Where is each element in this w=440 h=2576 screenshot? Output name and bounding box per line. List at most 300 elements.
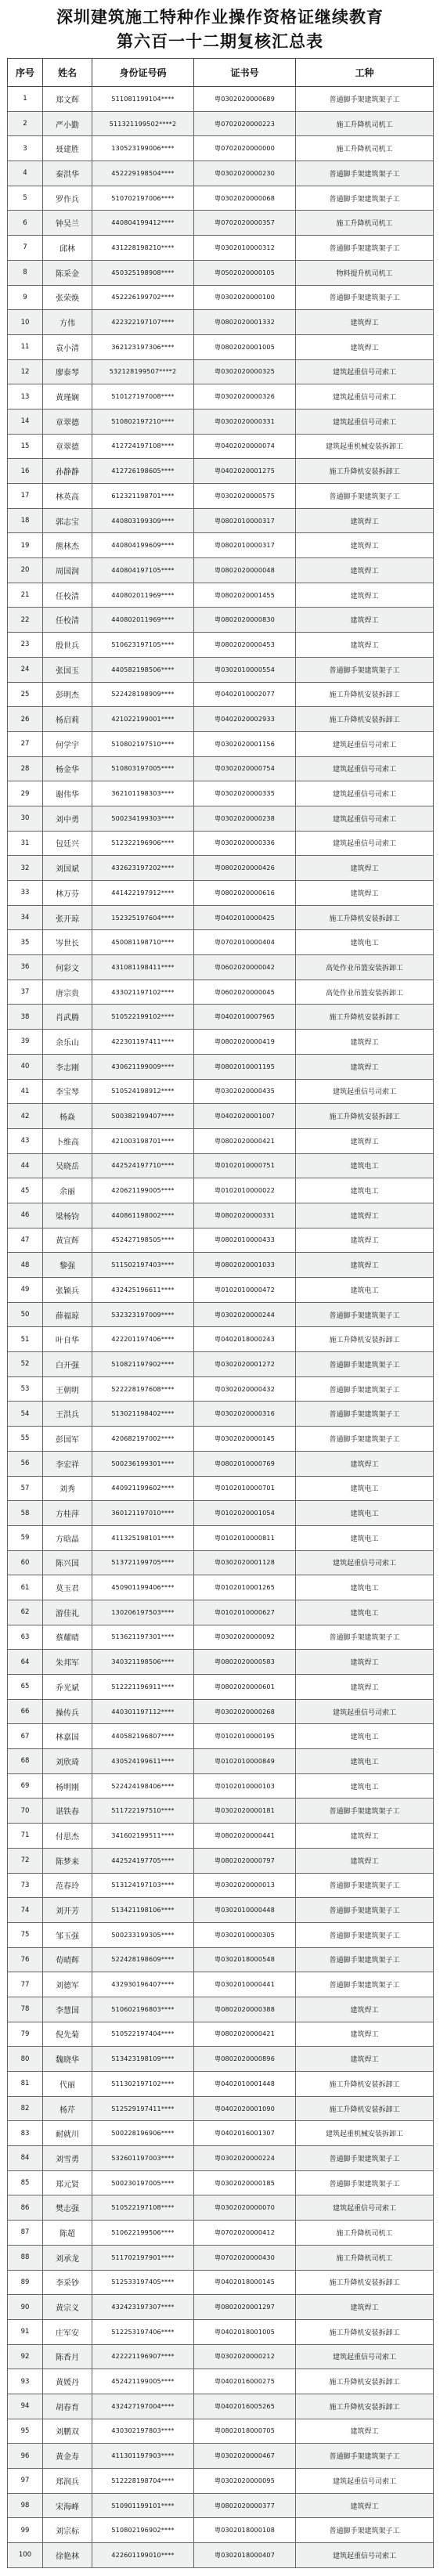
- cell-certificate-number: 粤0802020001005: [194, 334, 296, 359]
- cell-index: 16: [8, 459, 43, 484]
- table-row: [8, 211, 434, 236]
- cell-certificate-number: 粤0802020000388: [194, 1997, 296, 2022]
- table-row: [8, 2072, 434, 2097]
- cell-index: 31: [8, 831, 43, 856]
- cell-index: 53: [8, 1376, 43, 1402]
- cell-trade: 施工升降机安装拆卸工: [296, 707, 434, 732]
- table-row: [8, 2394, 434, 2419]
- cell-trade: 建筑焊工: [296, 2493, 434, 2518]
- cell-id-number: 510821197902****: [92, 1352, 194, 1377]
- cell-name: 邹玉强: [43, 1922, 92, 1947]
- cell-id-number: 450325198908****: [92, 260, 194, 285]
- cell-index: 52: [8, 1352, 43, 1377]
- cell-trade: 建筑焊工: [296, 558, 434, 583]
- cell-name: 彭明杰: [43, 682, 92, 707]
- cell-id-number: 500236199301****: [92, 1451, 194, 1476]
- cell-index: 94: [8, 2394, 43, 2419]
- table-row: [8, 1501, 434, 1526]
- cell-id-number: 522424198406****: [92, 1773, 194, 1799]
- cell-index: 19: [8, 533, 43, 558]
- cell-name: 周国润: [43, 558, 92, 583]
- cell-name: 庄军安: [43, 2319, 92, 2344]
- table-row: [8, 558, 434, 583]
- cell-name: 黄宣辉: [43, 1228, 92, 1253]
- cell-name: 陈采金: [43, 260, 92, 285]
- cell-index: 1: [8, 87, 43, 112]
- cell-name: 梁杨钧: [43, 1203, 92, 1228]
- cell-trade: 建筑焊工: [296, 608, 434, 633]
- table-row: [8, 583, 434, 608]
- cell-trade: 施工升降机司机工: [296, 136, 434, 161]
- cell-trade: 普通脚手架建筑架子工: [296, 1402, 434, 1427]
- cell-certificate-number: 粤0802010000317: [194, 508, 296, 533]
- cell-id-number: 513423198109****: [92, 2047, 194, 2072]
- cell-name: 方晗晶: [43, 1525, 92, 1550]
- cell-trade: 普通脚手架建筑架子工: [296, 2444, 434, 2469]
- cell-certificate-number: 粤0402020001007: [194, 1104, 296, 1129]
- cell-certificate-number: 粤0802020000830: [194, 608, 296, 633]
- cell-trade: 建筑焊工: [296, 633, 434, 658]
- cell-certificate-number: 粤0702010000404: [194, 930, 296, 955]
- cell-index: 58: [8, 1501, 43, 1526]
- table-row: [8, 1575, 434, 1600]
- table-row: [8, 905, 434, 930]
- cell-index: 56: [8, 1451, 43, 1476]
- cell-certificate-number: 粤0302020000575: [194, 484, 296, 509]
- table-row: [8, 2493, 434, 2518]
- cell-id-number: 522428198909****: [92, 682, 194, 707]
- cell-name: 薛福琼: [43, 1302, 92, 1327]
- cell-certificate-number: 粤0802020001297: [194, 2295, 296, 2320]
- cell-trade: 建筑电工: [296, 1178, 434, 1203]
- cell-id-number: 130206197503****: [92, 1600, 194, 1625]
- cell-index: 9: [8, 285, 43, 310]
- table-row: [8, 1600, 434, 1625]
- table-row: [8, 111, 434, 136]
- cell-index: 20: [8, 558, 43, 583]
- cell-name: 郑润兵: [43, 2469, 92, 2494]
- cell-trade: 普通脚手架建筑架子工: [296, 1352, 434, 1377]
- cell-index: 45: [8, 1178, 43, 1203]
- header-index: 序号: [8, 59, 43, 87]
- cell-trade: 建筑焊工: [296, 508, 434, 533]
- table-row: [8, 1352, 434, 1377]
- cell-index: 70: [8, 1799, 43, 1824]
- cell-index: 66: [8, 1699, 43, 1724]
- cell-index: 55: [8, 1427, 43, 1452]
- table-row: [8, 1302, 434, 1327]
- title-line-2: 第六百一十二期复核汇总表: [117, 31, 323, 51]
- cell-index: 62: [8, 1600, 43, 1625]
- table-row: [8, 1525, 434, 1550]
- cell-name: 谢伟华: [43, 781, 92, 806]
- table-row: [8, 1253, 434, 1278]
- table-row: [8, 2518, 434, 2543]
- cell-index: 15: [8, 434, 43, 459]
- cell-certificate-number: 粤0802020000419: [194, 1030, 296, 1055]
- cell-index: 81: [8, 2072, 43, 2097]
- cell-id-number: 442524197710****: [92, 1153, 194, 1178]
- cell-id-number: 432930196407****: [92, 1972, 194, 1997]
- table-row: [8, 1178, 434, 1203]
- cell-id-number: 522428198609****: [92, 1947, 194, 1972]
- cell-trade: 建筑焊工: [296, 310, 434, 335]
- cell-certificate-number: 粤0402020001275: [194, 459, 296, 484]
- cell-index: 91: [8, 2319, 43, 2344]
- cell-name: 范春玲: [43, 1873, 92, 1898]
- cell-trade: 建筑焊工: [296, 856, 434, 881]
- table-row: [8, 1773, 434, 1799]
- cell-id-number: 510802196902****: [92, 2518, 194, 2543]
- cell-name: 刘承龙: [43, 2245, 92, 2270]
- cell-name: 任校清: [43, 583, 92, 608]
- cell-certificate-number: 粤0702020000000: [194, 136, 296, 161]
- cell-certificate-number: 粤0302010000441: [194, 1972, 296, 1997]
- cell-id-number: 412726198605****: [92, 459, 194, 484]
- table-row: [8, 1749, 434, 1774]
- cell-id-number: 511081199104****: [92, 87, 194, 112]
- table-row: [8, 831, 434, 856]
- table-row: [8, 1278, 434, 1303]
- cell-name: 张国玉: [43, 657, 92, 682]
- cell-name: 黄金寿: [43, 2444, 92, 2469]
- table-row: [8, 608, 434, 633]
- cell-trade: 施工升降机安装拆卸工: [296, 682, 434, 707]
- cell-id-number: 422221196907****: [92, 2344, 194, 2369]
- cell-id-number: 440582198506****: [92, 657, 194, 682]
- cell-index: 42: [8, 1104, 43, 1129]
- table-row: [8, 2121, 434, 2146]
- cell-id-number: 511321199502****2: [92, 111, 194, 136]
- cell-id-number: 532128199507****2: [92, 359, 194, 384]
- cell-trade: 普通脚手架建筑架子工: [296, 657, 434, 682]
- table-row: [8, 1625, 434, 1650]
- cell-trade: 普通脚手架建筑架子工: [296, 1799, 434, 1824]
- cell-id-number: 512228198704****: [92, 2469, 194, 2494]
- cell-name: 孙静静: [43, 459, 92, 484]
- cell-certificate-number: 粤0402010007965: [194, 1005, 296, 1030]
- table-row: [8, 359, 434, 384]
- cell-certificate-number: 粤0302020000238: [194, 806, 296, 831]
- table-row: [8, 2295, 434, 2320]
- table-row: [8, 955, 434, 980]
- cell-trade: 建筑焊工: [296, 881, 434, 906]
- cell-trade: 普通脚手架建筑架子工: [296, 1625, 434, 1650]
- cell-index: 69: [8, 1773, 43, 1799]
- cell-id-number: 510622199506****: [92, 2221, 194, 2246]
- cell-trade: 施工升降机安装拆卸工: [296, 1005, 434, 1030]
- cell-index: 57: [8, 1476, 43, 1501]
- cell-trade: 普通脚手架建筑架子工: [296, 285, 434, 310]
- cell-id-number: 512253197406****: [92, 2319, 194, 2344]
- cell-trade: 建筑起重信号司索工: [296, 2344, 434, 2369]
- table-row: [8, 756, 434, 781]
- header-certificate-number: 证书号: [194, 59, 296, 87]
- table-row: [8, 1451, 434, 1476]
- cell-trade: 建筑电工: [296, 1501, 434, 1526]
- cell-id-number: 130523199006****: [92, 136, 194, 161]
- cell-certificate-number: 粤0402018000145: [194, 2270, 296, 2295]
- cell-certificate-number: 粤0802020000441: [194, 1824, 296, 1849]
- cell-name: 李慧国: [43, 1997, 92, 2022]
- cell-id-number: 432623197202****: [92, 856, 194, 881]
- cell-certificate-number: 粤0802020000616: [194, 881, 296, 906]
- cell-certificate-number: 粤0102010000701: [194, 1476, 296, 1501]
- cell-name: 王洪兵: [43, 1402, 92, 1427]
- cell-id-number: 612321198701****: [92, 484, 194, 509]
- cell-trade: 建筑电工: [296, 1600, 434, 1625]
- cell-id-number: 500234199303****: [92, 806, 194, 831]
- table-row: [8, 136, 434, 161]
- cell-trade: 建筑焊工: [296, 1228, 434, 1253]
- table-row: [8, 2022, 434, 2047]
- cell-index: 3: [8, 136, 43, 161]
- cell-trade: 建筑电工: [296, 1773, 434, 1799]
- cell-index: 87: [8, 2221, 43, 2246]
- cell-index: 40: [8, 1054, 43, 1079]
- table-row: [8, 2419, 434, 2444]
- cell-name: 罗作兵: [43, 186, 92, 211]
- table-row: [8, 508, 434, 533]
- cell-index: 48: [8, 1253, 43, 1278]
- cell-id-number: 500228196906****: [92, 2121, 194, 2146]
- cell-id-number: 362101198303****: [92, 781, 194, 806]
- cell-id-number: 532323197009****: [92, 1302, 194, 1327]
- cell-index: 93: [8, 2369, 43, 2394]
- cell-trade: 施工升降机安装拆卸工: [296, 905, 434, 930]
- cell-id-number: 440804197105****: [92, 558, 194, 583]
- cell-certificate-number: 粤0502020000105: [194, 260, 296, 285]
- cell-id-number: 510602196803****: [92, 1997, 194, 2022]
- table-row: [8, 1650, 434, 1675]
- cell-name: 黄媛丹: [43, 2369, 92, 2394]
- cell-name: 廖泰琴: [43, 359, 92, 384]
- cell-certificate-number: 粤0102010000472: [194, 1278, 296, 1303]
- cell-id-number: 510623197105****: [92, 633, 194, 658]
- cell-certificate-number: 粤0302020000432: [194, 1376, 296, 1402]
- cell-name: 邱林: [43, 236, 92, 261]
- table-row: [8, 384, 434, 409]
- cell-trade: 建筑起重信号司索工: [296, 359, 434, 384]
- cell-certificate-number: 粤0802020000453: [194, 633, 296, 658]
- cell-certificate-number: 粤0302010000312: [194, 236, 296, 261]
- cell-name: 肖武腾: [43, 1005, 92, 1030]
- cell-certificate-number: 粤0102010000103: [194, 1773, 296, 1799]
- cell-trade: 普通脚手架建筑架子工: [296, 2146, 434, 2171]
- cell-name: 余丽: [43, 1178, 92, 1203]
- table-row: [8, 2344, 434, 2369]
- cell-certificate-number: 粤0302020000013: [194, 1873, 296, 1898]
- cell-certificate-number: 粤0302018000548: [194, 1947, 296, 1972]
- cell-name: 荀晴辉: [43, 1947, 92, 1972]
- cell-trade: 建筑起重信号司索工: [296, 409, 434, 434]
- table-row: [8, 1427, 434, 1452]
- cell-id-number: 421022199001****: [92, 707, 194, 732]
- cell-trade: 建筑焊工: [296, 1650, 434, 1675]
- cell-trade: 建筑电工: [296, 1525, 434, 1550]
- table-row: [8, 434, 434, 459]
- cell-name: 章翠德: [43, 409, 92, 434]
- cell-certificate-number: 粤0302018000407: [194, 2543, 296, 2568]
- table-row: [8, 2170, 434, 2195]
- table-row: [8, 1203, 434, 1228]
- cell-name: 郭志宝: [43, 508, 92, 533]
- cell-index: 33: [8, 881, 43, 906]
- cell-index: 59: [8, 1525, 43, 1550]
- cell-certificate-number: 粤0102010000195: [194, 1724, 296, 1749]
- cell-certificate-number: 粤0102010000811: [194, 1525, 296, 1550]
- cell-id-number: 433021197102****: [92, 980, 194, 1005]
- cell-id-number: 432427197004****: [92, 2394, 194, 2419]
- cell-name: 钟吴兰: [43, 211, 92, 236]
- cell-certificate-number: 粤0802020000601: [194, 1675, 296, 1700]
- table-row: [8, 186, 434, 211]
- cell-certificate-number: 粤0802020001332: [194, 310, 296, 335]
- cell-certificate-number: 粤0802010000317: [194, 533, 296, 558]
- cell-index: 80: [8, 2047, 43, 2072]
- cell-certificate-number: 粤0302020000331: [194, 409, 296, 434]
- cell-certificate-number: 粤0402016000275: [194, 2369, 296, 2394]
- header-trade: 工种: [296, 59, 434, 87]
- cell-name: 林嘉国: [43, 1724, 92, 1749]
- cell-name: 谌铁春: [43, 1799, 92, 1824]
- cell-trade: 物料提升机司机工: [296, 260, 434, 285]
- cell-name: 李宝琴: [43, 1079, 92, 1104]
- cell-name: 刘秀: [43, 1476, 92, 1501]
- cell-name: 张开琼: [43, 905, 92, 930]
- cell-index: 13: [8, 384, 43, 409]
- cell-certificate-number: 粤0302020000316: [194, 1402, 296, 1427]
- cell-name: 张颖兵: [43, 1278, 92, 1303]
- cell-trade: 施工升降机安装拆卸工: [296, 459, 434, 484]
- cell-index: 25: [8, 682, 43, 707]
- cell-name: 熊林杰: [43, 533, 92, 558]
- cell-index: 84: [8, 2146, 43, 2171]
- cell-id-number: 432423197307****: [92, 2295, 194, 2320]
- cell-id-number: 430524199611****: [92, 1749, 194, 1774]
- cell-certificate-number: 粤0802020000896: [194, 2047, 296, 2072]
- cell-id-number: 431081198411****: [92, 955, 194, 980]
- cell-name: 李采钞: [43, 2270, 92, 2295]
- cell-index: 79: [8, 2022, 43, 2047]
- cell-trade: 建筑焊工: [296, 2419, 434, 2444]
- cell-index: 6: [8, 211, 43, 236]
- cell-trade: 普通脚手架建筑架子工: [296, 1947, 434, 1972]
- cell-id-number: 522228197608****: [92, 1376, 194, 1402]
- cell-id-number: 510524198912****: [92, 1079, 194, 1104]
- cell-name: 刘国斌: [43, 856, 92, 881]
- table-row: [8, 533, 434, 558]
- cell-name: 杨焱: [43, 1104, 92, 1129]
- cell-name: 黄宗义: [43, 2295, 92, 2320]
- cell-id-number: 512533197405****: [92, 2270, 194, 2295]
- table-row: [8, 1476, 434, 1501]
- cell-id-number: 440921199602****: [92, 1476, 194, 1501]
- cell-trade: 建筑焊工: [296, 533, 434, 558]
- cell-id-number: 452229198504****: [92, 161, 194, 186]
- cell-id-number: 411325198101****: [92, 1525, 194, 1550]
- cell-name: 乔光斌: [43, 1675, 92, 1700]
- cell-id-number: 411301197903****: [92, 2444, 194, 2469]
- cell-name: 杨芹: [43, 2096, 92, 2121]
- table-row: [8, 2319, 434, 2344]
- cell-certificate-number: 粤0302018000108: [194, 2518, 296, 2543]
- cell-id-number: 500230197005****: [92, 2170, 194, 2195]
- table-row: [8, 2270, 434, 2295]
- cell-trade: 建筑焊工: [296, 334, 434, 359]
- cell-index: 67: [8, 1724, 43, 1749]
- cell-trade: 建筑焊工: [296, 1253, 434, 1278]
- cell-id-number: 510522197404****: [92, 2022, 194, 2047]
- table-row: [8, 980, 434, 1005]
- cell-index: 2: [8, 111, 43, 136]
- cell-trade: 建筑焊工: [296, 2047, 434, 2072]
- cell-name: 何学宇: [43, 731, 92, 756]
- cell-index: 26: [8, 707, 43, 732]
- cell-name: 刘开芳: [43, 1898, 92, 1923]
- cell-trade: 建筑起重信号司索工: [296, 1550, 434, 1575]
- cell-certificate-number: 粤0302020000068: [194, 186, 296, 211]
- cell-name: 陈香月: [43, 2344, 92, 2369]
- cell-index: 36: [8, 955, 43, 980]
- cell-id-number: 510702197006****: [92, 186, 194, 211]
- cell-trade: 施工升降机安装拆卸工: [296, 2369, 434, 2394]
- cell-name: 莫玉君: [43, 1575, 92, 1600]
- cell-name: 郑文辉: [43, 87, 92, 112]
- cell-certificate-number: 粤0102010000627: [194, 1600, 296, 1625]
- cell-name: 林英高: [43, 484, 92, 509]
- cell-id-number: 420682197002****: [92, 1427, 194, 1452]
- cell-name: 李志刚: [43, 1054, 92, 1079]
- cell-index: 65: [8, 1675, 43, 1700]
- cell-index: 85: [8, 2170, 43, 2195]
- cell-index: 24: [8, 657, 43, 682]
- cell-certificate-number: 粤0302020001156: [194, 731, 296, 756]
- table-body: [8, 87, 434, 2568]
- cell-id-number: 510802197210****: [92, 409, 194, 434]
- table-row: [8, 1824, 434, 1849]
- table-row: [8, 310, 434, 335]
- cell-id-number: 452421199005****: [92, 2369, 194, 2394]
- cell-certificate-number: 粤0802020000426: [194, 856, 296, 881]
- cell-name: 唐宗贵: [43, 980, 92, 1005]
- cell-name: 陈梦来: [43, 1848, 92, 1873]
- cell-name: 方伟: [43, 310, 92, 335]
- table-row: [8, 1972, 434, 1997]
- cell-id-number: 441422197912****: [92, 881, 194, 906]
- cell-index: 41: [8, 1079, 43, 1104]
- cell-index: 64: [8, 1650, 43, 1675]
- cell-certificate-number: 粤0302020001272: [194, 1352, 296, 1377]
- cell-certificate-number: 粤0302020001128: [194, 1550, 296, 1575]
- cell-trade: 施工升降机安装拆卸工: [296, 2394, 434, 2419]
- cell-index: 34: [8, 905, 43, 930]
- cell-trade: 普通脚手架建筑架子工: [296, 2518, 434, 2543]
- cell-id-number: 452427198505****: [92, 1228, 194, 1253]
- cell-index: 54: [8, 1402, 43, 1427]
- table-row: [8, 459, 434, 484]
- table-row: [8, 2146, 434, 2171]
- cell-name: 胡春育: [43, 2394, 92, 2419]
- cell-certificate-number: 粤0302020000689: [194, 87, 296, 112]
- cell-index: 100: [8, 2543, 43, 2568]
- cell-id-number: 420621199005****: [92, 1178, 194, 1203]
- cell-trade: 建筑焊工: [296, 1997, 434, 2022]
- cell-name: 刘欣琦: [43, 1749, 92, 1774]
- cell-index: 63: [8, 1625, 43, 1650]
- cell-trade: 高处作业吊篮安装拆卸工: [296, 955, 434, 980]
- cell-trade: 施工升降机司机工: [296, 211, 434, 236]
